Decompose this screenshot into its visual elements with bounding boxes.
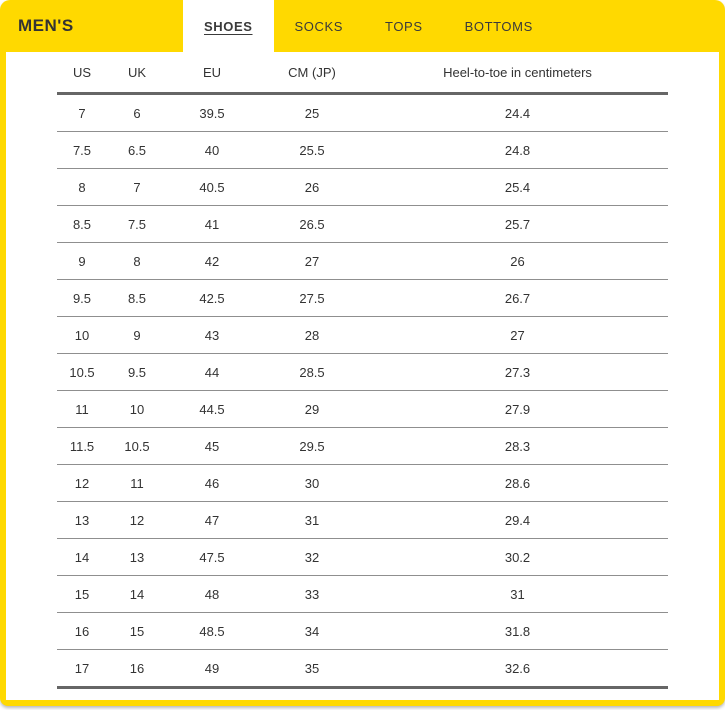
size-cell: 28.5 — [257, 354, 367, 391]
size-chart-header — [0, 0, 725, 52]
size-cell: 6 — [107, 94, 167, 132]
size-cell: 27 — [367, 317, 668, 354]
size-cell: 47 — [167, 502, 257, 539]
size-cell: 48 — [167, 576, 257, 613]
size-cell: 27.9 — [367, 391, 668, 428]
table-row — [57, 428, 668, 465]
size-cell: 25 — [257, 94, 367, 132]
size-cell: 8.5 — [57, 206, 107, 243]
table-row — [57, 539, 668, 576]
size-cell: 39.5 — [167, 94, 257, 132]
size-cell: 42.5 — [167, 280, 257, 317]
size-cell: 28.3 — [367, 428, 668, 465]
size-cell: 35 — [257, 650, 367, 688]
tab-shoes[interactable]: SHOES — [183, 0, 274, 52]
tab-socks[interactable]: SOCKS — [274, 0, 365, 52]
size-cell: 9 — [57, 243, 107, 280]
size-cell: 13 — [57, 502, 107, 539]
size-cell: 7 — [57, 94, 107, 132]
size-cell: 25.5 — [257, 132, 367, 169]
size-cell: 7 — [107, 169, 167, 206]
size-cell: 24.4 — [367, 94, 668, 132]
size-cell: 6.5 — [107, 132, 167, 169]
size-cell: 25.4 — [367, 169, 668, 206]
size-cell: 30.2 — [367, 539, 668, 576]
size-table — [57, 52, 668, 689]
size-cell: 31.8 — [367, 613, 668, 650]
size-cell: 10.5 — [57, 354, 107, 391]
size-cell: 15 — [57, 576, 107, 613]
size-cell: 41 — [167, 206, 257, 243]
size-cell: 7.5 — [57, 132, 107, 169]
category-tabs — [183, 0, 554, 52]
size-cell: 15 — [107, 613, 167, 650]
size-cell: 27.5 — [257, 280, 367, 317]
size-cell: 44 — [167, 354, 257, 391]
size-cell: 10 — [57, 317, 107, 354]
table-row — [57, 502, 668, 539]
size-cell: 10.5 — [107, 428, 167, 465]
size-cell: 30 — [257, 465, 367, 502]
column-header-us: US — [57, 52, 107, 94]
size-cell: 10 — [107, 391, 167, 428]
size-cell: 8.5 — [107, 280, 167, 317]
size-cell: 26.7 — [367, 280, 668, 317]
table-row — [57, 354, 668, 391]
table-row — [57, 280, 668, 317]
size-cell: 16 — [57, 613, 107, 650]
table-row — [57, 465, 668, 502]
size-cell: 28 — [257, 317, 367, 354]
size-cell: 40.5 — [167, 169, 257, 206]
size-cell: 47.5 — [167, 539, 257, 576]
size-cell: 14 — [107, 576, 167, 613]
tab-tops[interactable]: TOPS — [364, 0, 444, 52]
size-cell: 11 — [107, 465, 167, 502]
table-row — [57, 206, 668, 243]
tab-bottoms[interactable]: BOTTOMS — [444, 0, 554, 52]
table-row — [57, 94, 668, 132]
size-cell: 31 — [257, 502, 367, 539]
column-header-heel-to-toe: Heel-to-toe in centimeters — [367, 52, 668, 94]
size-cell: 25.7 — [367, 206, 668, 243]
size-cell: 29.5 — [257, 428, 367, 465]
table-row — [57, 391, 668, 428]
table-header-row — [57, 52, 668, 94]
size-cell: 26 — [367, 243, 668, 280]
table-row — [57, 169, 668, 206]
size-cell: 29 — [257, 391, 367, 428]
size-cell: 32 — [257, 539, 367, 576]
size-cell: 29.4 — [367, 502, 668, 539]
table-row — [57, 243, 668, 280]
size-cell: 17 — [57, 650, 107, 688]
size-cell: 46 — [167, 465, 257, 502]
page-title: MEN'S — [18, 16, 74, 35]
table-row — [57, 613, 668, 650]
size-cell: 31 — [367, 576, 668, 613]
column-header-uk: UK — [107, 52, 167, 94]
size-cell: 33 — [257, 576, 367, 613]
size-cell: 26.5 — [257, 206, 367, 243]
size-cell: 13 — [107, 539, 167, 576]
size-cell: 34 — [257, 613, 367, 650]
size-cell: 11 — [57, 391, 107, 428]
size-cell: 9.5 — [107, 354, 167, 391]
column-header-cm-jp: CM (JP) — [257, 52, 367, 94]
table-row — [57, 650, 668, 688]
size-cell: 32.6 — [367, 650, 668, 688]
size-cell: 40 — [167, 132, 257, 169]
size-cell: 44.5 — [167, 391, 257, 428]
size-cell: 49 — [167, 650, 257, 688]
size-cell: 26 — [257, 169, 367, 206]
size-cell: 16 — [107, 650, 167, 688]
size-cell: 14 — [57, 539, 107, 576]
size-cell: 28.6 — [367, 465, 668, 502]
size-cell: 9.5 — [57, 280, 107, 317]
size-cell: 42 — [167, 243, 257, 280]
size-chart-content — [6, 52, 719, 700]
size-cell: 11.5 — [57, 428, 107, 465]
size-cell: 9 — [107, 317, 167, 354]
size-cell: 8 — [107, 243, 167, 280]
size-cell: 8 — [57, 169, 107, 206]
size-cell: 12 — [57, 465, 107, 502]
size-cell: 12 — [107, 502, 167, 539]
size-cell: 7.5 — [107, 206, 167, 243]
size-cell: 45 — [167, 428, 257, 465]
size-cell: 24.8 — [367, 132, 668, 169]
size-cell: 48.5 — [167, 613, 257, 650]
size-cell: 27.3 — [367, 354, 668, 391]
size-cell: 43 — [167, 317, 257, 354]
column-header-eu: EU — [167, 52, 257, 94]
table-row — [57, 132, 668, 169]
table-row — [57, 317, 668, 354]
size-cell: 27 — [257, 243, 367, 280]
table-row — [57, 576, 668, 613]
